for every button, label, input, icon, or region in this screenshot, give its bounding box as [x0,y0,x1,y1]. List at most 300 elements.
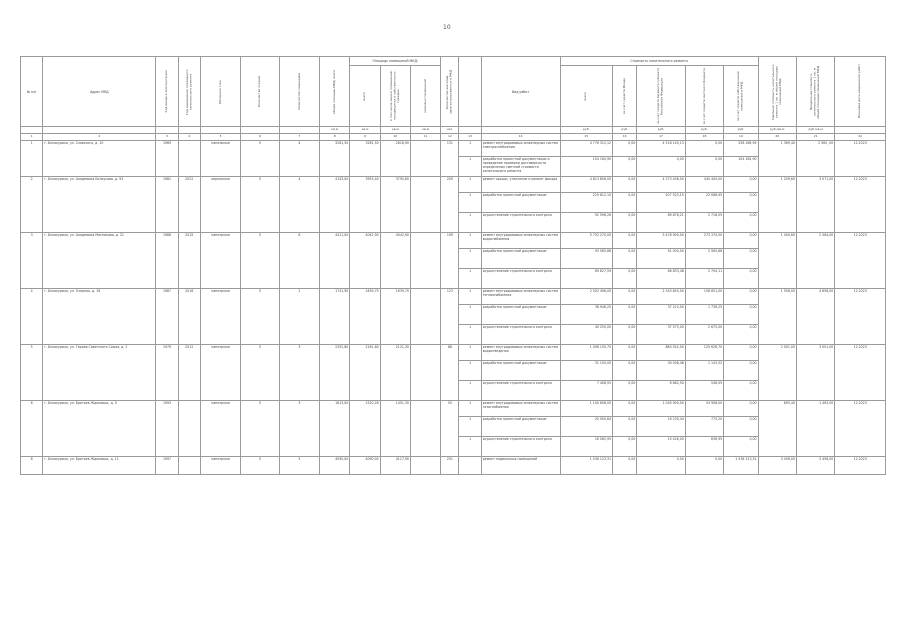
residents-count: 251 [441,457,459,475]
cost-fund: 0,00 [613,249,637,269]
unit-cell-4 [178,127,200,134]
floors-count: 5 [241,457,279,475]
work-mark: 1 [459,401,481,417]
header-cost-fund: за счет средств Фонда [613,66,637,127]
table-row [21,457,886,475]
cost-total: 1 006 150,70 [560,345,613,361]
cost-total: 92 596,26 [560,213,613,233]
unit-cell-17: руб. [637,127,686,134]
column-number-2: 2 [43,134,156,141]
cost-owners: 0,00 [724,417,758,437]
column-number-9: 9 [350,134,380,141]
year-build: 1969 [156,141,178,177]
house-address: г. Белокуриха, ул. Славского, д. 10 [43,141,156,177]
cost-region: 89 878,21 [637,213,686,233]
unit-cell-7 [279,127,319,134]
house-address: г. Белокуриха, ул. Братьев Ждановых, д. 9 [43,401,156,457]
work-type: ремонт крыши, утепление и ремонт фасада [481,177,560,193]
work-type: разработка проектной документации [481,417,560,437]
specific-cost: 3 456,00 [758,457,796,475]
table-row [21,177,886,193]
column-number-13: 13 [459,134,481,141]
cost-fund: 0,00 [613,345,637,361]
entrances-count: 2 [279,289,319,345]
year-repair [178,457,200,475]
cost-local: 158 651,00 [685,289,723,305]
deadline: 12.2023 [835,141,886,177]
work-mark: 1 [459,193,481,213]
cost-total: 1 536 123,31 [560,457,613,475]
table-header [21,57,886,141]
area-total: 4042,90 [350,233,380,289]
cost-fund: 0,00 [613,289,637,305]
cost-owners: 0,00 [724,305,758,325]
year-build: 1986 [156,233,178,289]
work-mark: 1 [459,141,481,157]
cost-owners: 0,00 [724,381,758,401]
cost-total: 4 776 312,12 [560,141,613,157]
work-mark: 1 [459,417,481,437]
area-residential: 2818,90 [380,141,410,177]
area-nonresidential [410,177,440,233]
area-residential: 2121,30 [380,345,410,401]
area-total: 3261,50 [350,141,380,177]
cost-fund: 0,00 [613,401,637,417]
cost-region: 37 210,00 [637,305,686,325]
table-row [21,401,886,417]
cost-fund: 0,00 [613,141,637,157]
area-nonresidential [410,345,440,401]
header-cost-local: за счет средств местного бюджета [685,66,723,127]
residents-count: 131 [441,141,459,177]
cost-owners: 0,00 [724,289,758,305]
area-total: 4090,00 [350,457,380,475]
cost-fund: 0,00 [613,305,637,325]
cost-fund: 0,00 [613,325,637,345]
area-nonresidential [410,141,440,177]
house-index: 3 [21,233,43,289]
table-row [21,141,886,157]
floors-count: 5 [241,177,279,233]
cost-fund: 0,00 [613,177,637,193]
wall-material: панельные [200,141,240,177]
header-deadline: Плановая дата завершения работ [835,57,886,127]
house-index: 1 [21,141,43,177]
unit-cell-21: руб./кв.м [796,127,834,134]
cost-owners: 0,00 [724,345,758,361]
deadline: 12.2023 [835,345,886,401]
cost-owners: 0,00 [724,213,758,233]
total-area: 2352,80 [320,345,350,401]
specific-cost: 695,40 [758,401,796,457]
unit-cell-10: кв.м [380,127,410,134]
cost-local: 636,95 [685,437,723,457]
cost-region: 0,00 [637,457,686,475]
cost-total: 20 000,64 [560,417,613,437]
unit-cell-20: руб./кв.м [758,127,796,134]
house-index: 6 [21,401,43,457]
unit-cell-18: руб. [685,127,723,134]
deadline: 12.2023 [835,233,886,289]
total-area: 3261,50 [320,141,350,177]
column-number-14: 14 [481,134,560,141]
column-number-15: 15 [560,134,613,141]
column-number-1: 1 [21,134,43,141]
floors-count: 5 [241,401,279,457]
cost-region: 66 833,48 [637,269,686,289]
area-nonresidential [410,233,440,289]
cost-region: 6 862,50 [637,381,686,401]
cost-region: 1 045 900,00 [637,401,686,417]
house-index: 2 [21,177,43,233]
wall-material: панельные [200,401,240,457]
work-mark: 1 [459,269,481,289]
cost-local: 2 794,11 [685,269,723,289]
deadline: 12.2023 [835,177,886,233]
unit-cell-8: кв.м [320,127,350,134]
year-repair: 2012 [178,345,200,401]
wall-material: панельные [200,233,240,289]
limit-cost: 4 656,00 [796,289,834,345]
unit-cell-12: чел. [441,127,459,134]
cost-local: 273 370,00 [685,233,723,249]
cost-owners: 104 164,90 [724,157,758,177]
entrances-count: 3 [279,345,319,401]
column-number-22: 22 [835,134,886,141]
page-number: 10 [443,24,451,31]
year-repair: 2022 [178,177,200,233]
header-entrances: Количество подъездов [279,57,319,127]
limit-cost: 1 463,00 [796,401,834,457]
cost-fund: 0,00 [613,157,637,177]
work-type: ремонт внутридомовых инженерных систем электроснабжения [481,141,560,157]
unit-cell-16: руб. [613,127,637,134]
cost-fund: 0,00 [613,457,637,475]
area-residential: 1451,30 [380,401,410,457]
cost-local: 54 908,00 [685,401,723,417]
cost-local: 125 626,70 [685,345,723,361]
entrances-count: 3 [279,401,319,457]
cost-owners: 0,00 [724,269,758,289]
cost-total: 93 565,66 [560,249,613,269]
cost-fund: 0,00 [613,361,637,381]
residents-count: 88 [441,345,459,401]
header-total-area: общая площадь МКД, всего [320,57,350,127]
column-number-7: 7 [279,134,319,141]
capital-repair-table [20,56,886,475]
house-address: г. Белокуриха, ул. Героев Советского Союза, д. 2 [43,345,156,401]
column-numbers-row [21,134,886,141]
header-residents: Количество жителей, зарегистрированных в МКД [441,57,459,127]
unit-cell-22 [835,127,886,134]
cost-local: 1 736,25 [685,305,723,325]
unit-cell-3 [156,127,178,134]
work-type: осуществление строительного контроля [481,325,560,345]
deadline: 12.2023 [835,457,886,475]
unit-cell-6 [241,127,279,134]
floors-count: 5 [241,141,279,177]
entrances-count: 4 [279,177,319,233]
cost-total: 16 062,95 [560,437,613,457]
work-type: ремонт внутридомовых инженерных систем теплоснабжения [481,289,560,305]
unit-cell-19: руб. [724,127,758,134]
cost-total: 229 612,10 [560,193,613,213]
house-index: 8 [21,457,43,475]
cost-fund: 0,00 [613,213,637,233]
year-build: 1993 [156,401,178,457]
work-mark [459,457,481,475]
area-total: 1520,26 [350,401,380,457]
cost-region: 207 523,15 [637,193,686,213]
total-area: 4090,00 [320,457,350,475]
cost-owners: 0,00 [724,401,758,417]
area-nonresidential [410,289,440,345]
header-cost-region: за счет средств бюджета субъекта Российской Федерации [637,66,686,127]
entrances-count: 5 [279,457,319,475]
year-repair: 2016 [178,289,200,345]
unit-cell-13 [459,127,481,134]
work-type: разработка проектной документации [481,193,560,213]
column-number-20: 20 [758,134,796,141]
header-year-repair: Год завершения последнего капитального ремонта [178,57,200,127]
header-year-build: Год ввода в эксплуатацию [156,57,178,127]
house-address: г. Белокуриха, ул. Братьев Ждановых, д. 11 [43,457,156,475]
cost-owners: 0,00 [724,249,758,269]
unit-cell-2 [43,127,156,134]
cost-owners: 0,00 [724,177,758,193]
wall-material: панельные [200,345,240,401]
year-build: 1987 [156,289,178,345]
area-residential: 1639,70 [380,289,410,345]
work-mark: 1 [459,345,481,361]
table-row [21,345,886,361]
cost-owners: 0,00 [724,325,758,345]
cost-owners: 258 166,99 [724,141,758,157]
work-mark: 1 [459,289,481,305]
column-number-18: 18 [685,134,723,141]
work-mark: 1 [459,325,481,345]
column-number-5: 5 [200,134,240,141]
house-address: г. Белокуриха, ул. Озерная, д. 16 [43,289,156,345]
cost-local: 22 088,95 [685,193,723,213]
unit-cell-1 [21,127,43,134]
header-specific-cost: Удельная стоимость капитального ремонта 1 кв. м общей площади помещений МКД [758,57,796,127]
cost-local: 440 400,00 [685,177,723,193]
work-type: разработка проектной документации и проведение проверки достоверности определения сметной стоимости капитального ремонта [481,157,560,177]
header-cost-group: Стоимость капитального ремонта [560,57,758,66]
header-wall-material: Материал стен [200,57,240,127]
cost-fund: 0,00 [613,417,637,437]
work-type: осуществление строительного контроля [481,437,560,457]
entrances-count: 4 [279,141,319,177]
header-area-group: Площадь помещений МКД: [350,57,441,66]
limit-cost: 2 564,00 [796,233,834,289]
wall-material: панельные [200,289,240,345]
column-number-10: 10 [380,134,410,141]
column-number-19: 19 [724,134,758,141]
residents-count: 209 [441,177,459,233]
area-residential: 4117,90 [380,457,410,475]
header-cost-total: всего [560,66,613,127]
cost-owners: 0,00 [724,361,758,381]
column-number-6: 6 [241,134,279,141]
cost-owners: 0,00 [724,437,758,457]
table-row [21,233,886,249]
total-area: 4143,00 [320,177,350,233]
cost-region: 2 343 845,00 [637,289,686,305]
cost-local: 2 675,00 [685,325,723,345]
cost-local: 546,05 [685,381,723,401]
cost-region: 4 518 145,13 [637,141,686,157]
area-residential: 4042,90 [380,233,410,289]
header-cost-owners: за счет средств собственников помещений в МКД [724,66,758,127]
deadline: 12.2023 [835,289,886,345]
year-build: 1979 [156,345,178,401]
column-number-21: 21 [796,134,834,141]
header-floors: Количество этажей [241,57,279,127]
year-repair [178,141,200,177]
house-index: 5 [21,345,43,401]
cost-local: 2 718,05 [685,213,723,233]
year-repair [178,401,200,457]
units-row [21,127,886,134]
column-number-16: 16 [613,134,637,141]
header-address: Адрес МКД [43,57,156,127]
work-type: ремонт внутридомовых инженерных систем водоснабжения [481,233,560,249]
cost-region: 30 006,48 [637,361,686,381]
cost-local: 1 143,52 [685,361,723,381]
total-area: 4411,00 [320,233,350,289]
house-index: 4 [21,289,43,345]
work-type: разработка проектной документации [481,361,560,381]
cost-total: 1 100 808,00 [560,401,613,417]
deadline: 12.2023 [835,401,886,457]
unit-cell-5 [200,127,240,134]
limit-cost: 3 071,00 [796,177,834,233]
area-nonresidential [410,401,440,457]
work-type: осуществление строительного контроля [481,269,560,289]
area-residential: 3795,80 [380,177,410,233]
unit-cell-14 [481,127,560,134]
specific-cost: 2 001,00 [758,345,796,401]
residents-count: 123 [441,289,459,345]
cost-region: 880 524,00 [637,345,686,361]
work-type: ремонт внутридомовых инженерных систем газоснабжения [481,401,560,417]
cost-owners: 0,00 [724,193,758,213]
unit-cell-11: кв.м [410,127,440,134]
table-body [21,141,886,475]
total-area: 1741,90 [320,289,350,345]
cost-fund: 0,00 [613,193,637,213]
year-repair: 2015 [178,233,200,289]
cost-local: 2 565,66 [685,249,723,269]
cost-total: 38 946,25 [560,305,613,325]
area-total: 1639,70 [350,289,380,345]
house-address: г. Белокуриха, ул. Академика Мясникова, д. 21 [43,233,156,289]
work-mark: 1 [459,233,481,249]
column-number-3: 3 [156,134,178,141]
header-work-type: Вид работ [481,57,560,127]
header-area-nonresidential: нежилых помещений [410,66,440,127]
work-type: разработка проектной документации [481,305,560,325]
work-mark: 1 [459,157,481,177]
specific-cost: 1 369,40 [758,141,796,177]
column-number-11: 11 [410,134,440,141]
header-idx: № п/п [21,57,43,127]
residents-count: 199 [441,233,459,289]
work-type: ремонт внутридомовых инженерных систем водоотведения [481,345,560,361]
table-row [21,289,886,305]
specific-cost: 1 209,60 [758,177,796,233]
work-mark: 1 [459,305,481,325]
total-area: 1613,00 [320,401,350,457]
cost-owners: 1 536 123,31 [724,457,758,475]
floors-count: 5 [241,345,279,401]
year-build: 1981 [156,177,178,233]
work-type: разработка проектной документации [481,249,560,269]
work-mark: 1 [459,177,481,193]
floors-count: 5 [241,233,279,289]
cost-total: 7 408,55 [560,381,613,401]
work-mark: 1 [459,437,481,457]
column-number-17: 17 [637,134,686,141]
area-total: 2161,80 [350,345,380,401]
column-number-4: 4 [178,134,200,141]
specific-cost: 1 400,60 [758,233,796,289]
cost-local: 0,00 [685,157,723,177]
cost-fund: 0,00 [613,381,637,401]
cost-total: 5 752 270,00 [560,233,613,249]
cost-total: 2 502 496,00 [560,289,613,305]
cost-fund: 0,00 [613,233,637,249]
cost-total: 40 250,00 [560,325,613,345]
year-build: 1997 [156,457,178,475]
residents-count: 55 [441,401,459,457]
wall-material: панельные [200,457,240,475]
cost-total: 31 150,00 [560,361,613,381]
limit-cost: 3 001,00 [796,345,834,401]
cost-local: 770,20 [685,417,723,437]
header-area-residential: в том числе жилых помещений, находящихся в собственности граждан [380,66,410,127]
header-blank [459,57,481,127]
work-type: осуществление строительного контроля [481,213,560,233]
cost-region: 4 373 406,00 [637,177,686,193]
area-total: 3953,40 [350,177,380,233]
work-mark: 1 [459,361,481,381]
work-mark: 1 [459,249,481,269]
limit-cost: 2 560 ,00 [796,141,834,177]
work-type: ремонт подвальных помещений [481,457,560,475]
house-address: г. Белокуриха, ул. Академика Белоусова, д. 93 [43,177,156,233]
cost-local: 0,00 [685,457,723,475]
work-type: осуществление строительного контроля [481,381,560,401]
cost-total: 104 164,90 [560,157,613,177]
column-number-8: 8 [320,134,350,141]
cost-total: 4 813 806,00 [560,177,613,193]
cost-fund: 0,00 [613,269,637,289]
work-mark: 1 [459,213,481,233]
header-limit-cost: Предельная стоимость капитального ремонта 1 кв. м общей площади помещений МКД [796,57,834,127]
wall-material: кирпичные [200,177,240,233]
specific-cost: 1 556,00 [758,289,796,345]
cost-region: 37 575,00 [637,325,686,345]
cost-region: 91 000,00 [637,249,686,269]
cost-region: 19 230,44 [637,417,686,437]
area-nonresidential [410,457,440,475]
cost-total: 69 627,59 [560,269,613,289]
cost-region: 0,00 [637,157,686,177]
cost-fund: 0,00 [613,437,637,457]
